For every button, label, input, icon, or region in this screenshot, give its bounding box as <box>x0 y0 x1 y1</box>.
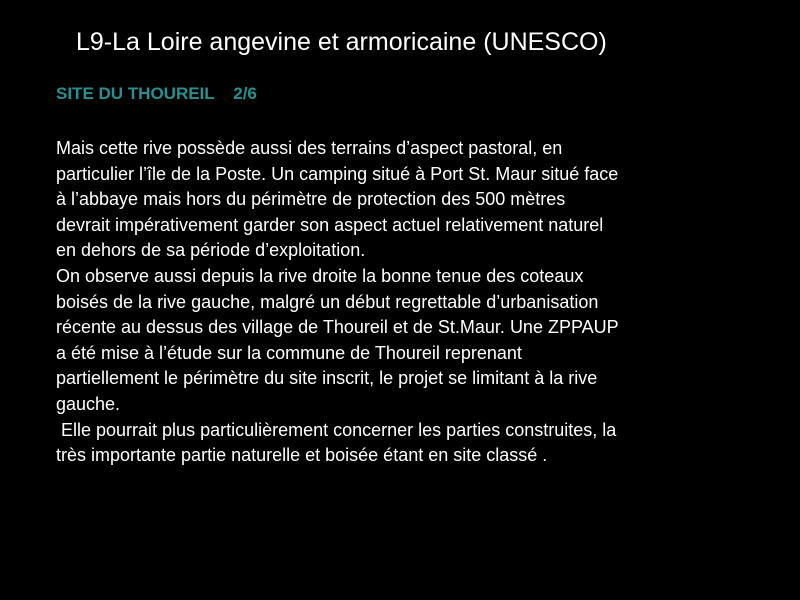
body-line: boisés de la rive gauche, malgré un début regrettable d’urbanisation <box>56 291 599 312</box>
body-line: a été mise à l’étude sur la commune de Thoureil reprenant <box>56 342 522 363</box>
body-line: Elle pourrait plus particulièrement concerner les parties construites, la <box>56 419 617 440</box>
body-line: particulier l’île de la Poste. Un camping situé à Port St. Maur situé face <box>56 163 619 184</box>
section-heading: SITE DU THOUREIL 2/6 <box>56 84 257 103</box>
slide-title: L9-La Loire angevine et armoricaine (UNESCO) <box>76 28 607 56</box>
body-line: récente au dessus des village de Thoureil et de St.Maur. Une ZPPAUP <box>56 317 619 338</box>
body-line: On observe aussi depuis la rive droite la bonne tenue des coteaux <box>56 265 584 286</box>
body-line: partiellement le périmètre du site inscrit, le projet se limitant à la rive <box>56 368 598 389</box>
body-line: Mais cette rive possède aussi des terrains d’aspect pastoral, en <box>56 138 563 158</box>
body-line: devrait impérativement garder son aspect actuel relativement naturel <box>56 214 604 235</box>
body-line: très importante partie naturelle et boisée étant en site classé . <box>56 445 548 466</box>
body-line: gauche. <box>56 393 121 414</box>
body-line: en dehors de sa période d’exploitation. <box>56 240 366 261</box>
body-line: à l’abbaye mais hors du périmètre de protection des 500 mètres <box>56 189 566 210</box>
body-text <box>56 136 756 469</box>
